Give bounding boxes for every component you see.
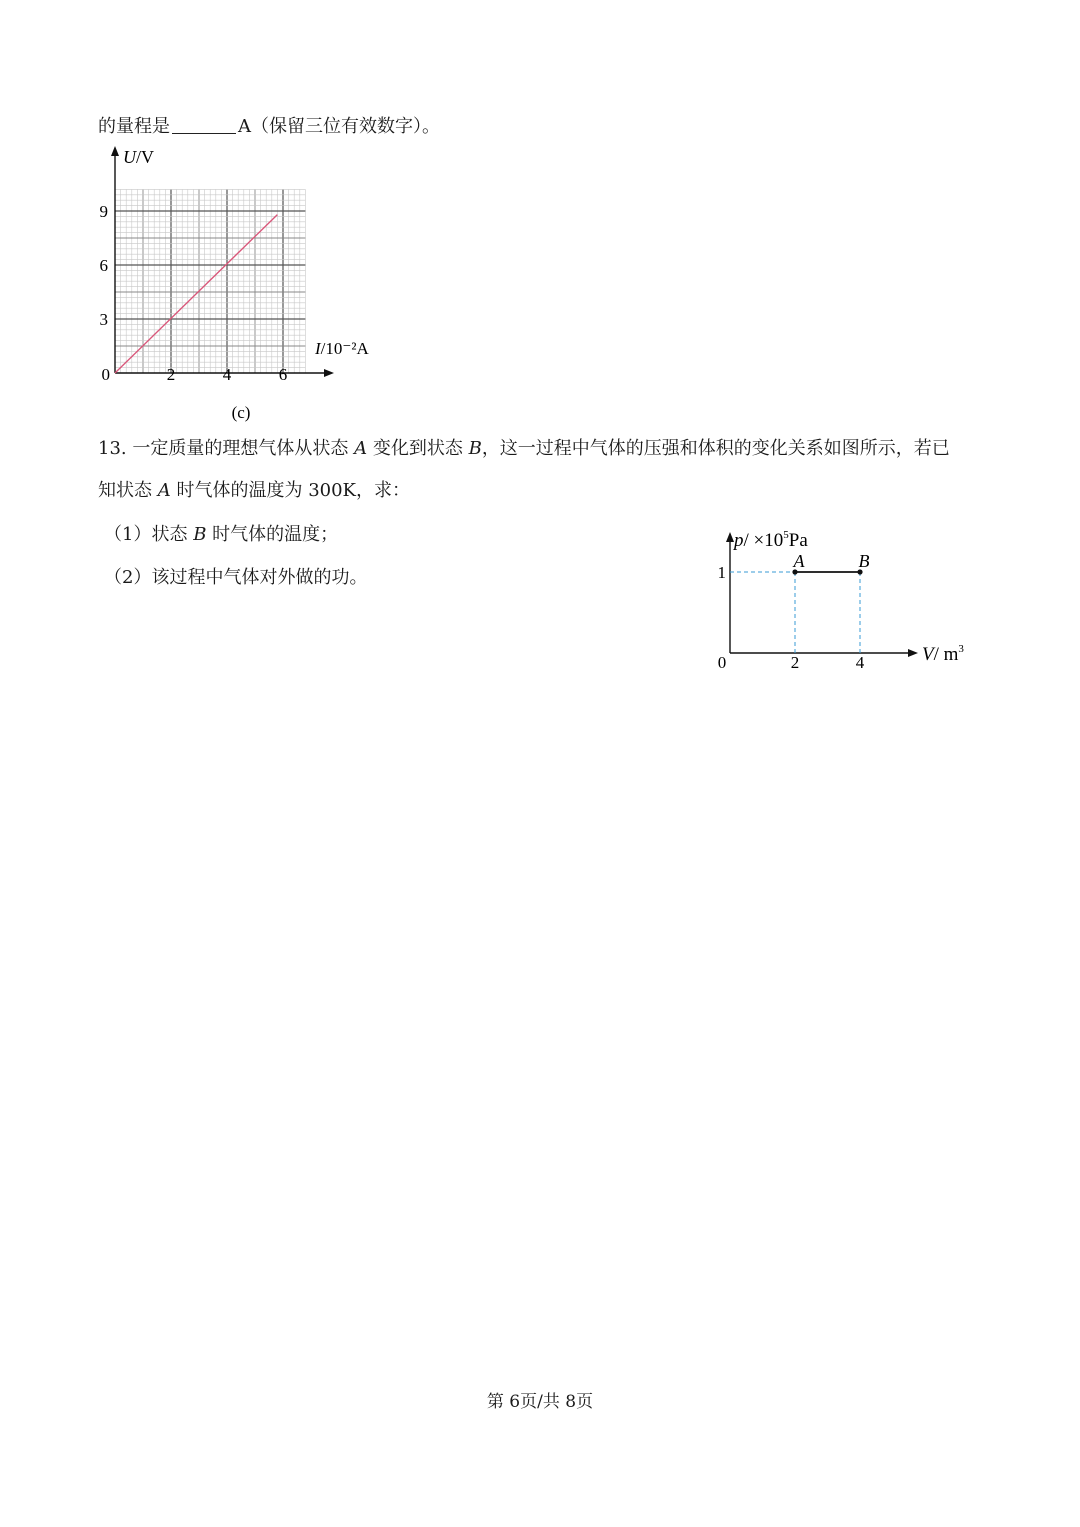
q13-number: 13. — [98, 438, 127, 459]
q13-line2-post: 时气体的温度为 300K，求： — [176, 480, 410, 501]
state-b-label: B — [468, 438, 482, 459]
state-b-label: B — [193, 524, 207, 545]
q12-prefix: 的量程是 — [98, 116, 170, 137]
q12-line — [98, 116, 440, 136]
sub1-post: 时气体的温度； — [212, 524, 339, 545]
x-tick-label: 2 — [166, 365, 176, 384]
q12-note: （保留三位有效数字）。 — [251, 116, 440, 137]
pv-graph — [700, 520, 990, 680]
pv-y-tick: 1 — [717, 563, 726, 582]
pv-x-tick: 4 — [855, 653, 865, 672]
q13-text-end: ，这一过程中气体的压强和体积的变化关系如图所示，若已 — [481, 438, 950, 459]
ui-graph-origin: 0 — [101, 365, 110, 384]
pv-point-label: A — [793, 551, 805, 571]
y-tick-label: 9 — [99, 202, 108, 221]
ui-graph-axes — [111, 146, 334, 377]
x-tick-label: 4 — [222, 365, 232, 384]
page-footer: 第 6页/共 8页 — [486, 1392, 594, 1412]
q13-text: 一定质量的理想气体从状态 — [132, 438, 349, 459]
state-a-label: A — [157, 480, 171, 501]
q13-sub1 — [104, 526, 338, 544]
x-tick-label: 6 — [278, 365, 288, 384]
sub1-pre: （1）状态 — [104, 524, 188, 545]
pv-origin: 0 — [717, 653, 727, 672]
y-tick-label: 3 — [99, 310, 108, 329]
answer-blank — [172, 116, 236, 134]
y-tick-label: 6 — [99, 256, 108, 275]
q13-sub2: （2）该过程中气体对外做的功。 — [104, 567, 368, 588]
ui-graph-xlabel: I/10⁻²A — [315, 339, 369, 358]
ui-graph — [90, 140, 390, 430]
pv-y-arrow — [726, 532, 734, 542]
q13-line2-pre: 知状态 — [98, 480, 152, 501]
pv-x-tick: 2 — [790, 653, 800, 672]
q12-unit: A — [238, 116, 251, 137]
pv-point-label: B — [858, 551, 870, 571]
pv-ylabel: $p/ \times 10^5Pa$ — [734, 529, 808, 551]
pv-xlabel: V/ $m^3$ — [922, 643, 964, 665]
pv-x-arrow — [908, 649, 918, 657]
state-a-label: A — [354, 438, 368, 459]
ui-graph-ylabel: U/V — [123, 147, 154, 167]
q13-text-mid: 变化到状态 — [372, 438, 463, 459]
figure-caption: (c) — [231, 403, 251, 422]
q13-stem-line2 — [98, 482, 410, 500]
q13-stem-line1 — [98, 440, 950, 458]
